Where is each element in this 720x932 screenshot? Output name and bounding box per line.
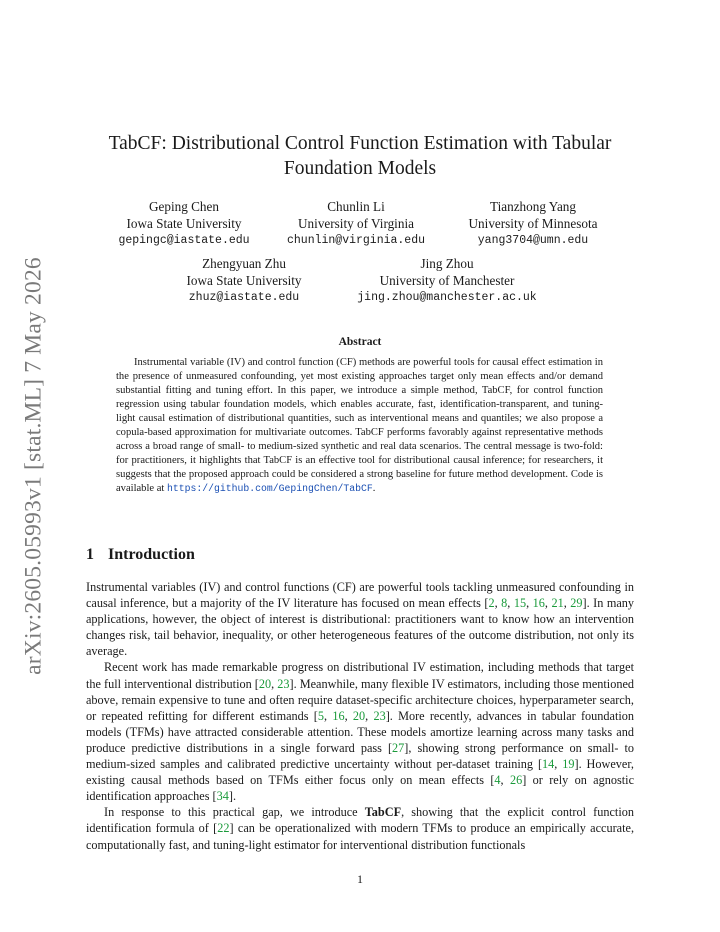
author-block bbox=[347, 255, 547, 306]
section-title: Introduction bbox=[108, 546, 195, 563]
intro-text: In response to this practical gap, we introduce bbox=[104, 805, 365, 820]
citation-link[interactable]: 16 bbox=[532, 596, 545, 611]
section-number: 1 bbox=[86, 546, 94, 563]
intro-text: , bbox=[365, 708, 374, 723]
intro-text: , bbox=[554, 757, 563, 772]
intro-text: ] can be operationalized with modern TFMs to produce an empirically accurate, computationally fast, and tuning-light estimator for interventional distribution functionals bbox=[86, 821, 635, 852]
citation-link[interactable]: 4 bbox=[494, 773, 501, 788]
intro-text: , bbox=[544, 596, 552, 611]
citation-link[interactable]: 14 bbox=[542, 757, 555, 772]
intro-text: ]. More recently, advances in tabular foundation models (TFMs) have attracted considerable attention. These models amortize learning across many tasks and produce predictive distributions in a single forward pass [ bbox=[86, 708, 635, 755]
intro-text: , bbox=[500, 773, 510, 788]
section-heading bbox=[86, 546, 195, 564]
intro-text: , bbox=[526, 596, 533, 611]
intro-text: , bbox=[507, 596, 514, 611]
intro-text: , bbox=[344, 708, 353, 723]
abstract-heading: Abstract bbox=[338, 336, 382, 348]
author-block bbox=[116, 198, 252, 249]
citation-link[interactable]: 2 bbox=[488, 596, 495, 611]
author-affiliation: University of Virginia bbox=[298, 216, 414, 231]
author-affiliation: Iowa State University bbox=[186, 273, 302, 288]
intro-text: , bbox=[563, 596, 571, 611]
intro-text: , bbox=[324, 708, 333, 723]
author-email[interactable]: zhuz@iastate.edu bbox=[188, 291, 300, 304]
citation-link[interactable]: 26 bbox=[509, 773, 523, 788]
citation-link[interactable]: 8 bbox=[501, 596, 508, 611]
author-block bbox=[283, 198, 429, 249]
author-name: Jing Zhou bbox=[420, 256, 474, 271]
author-name: Geping Chen bbox=[149, 199, 219, 214]
citation-link[interactable]: 27 bbox=[392, 740, 405, 755]
author-name: Tianzhong Yang bbox=[490, 199, 576, 214]
method-name: TabCF bbox=[364, 805, 402, 820]
citation-link[interactable]: 5 bbox=[317, 708, 325, 723]
intro-text: ]. Meanwhile, many flexible IV estimators, including those mentioned above, remain expensive to tune and often require dataset-specific architecture choices, hyperparameter search, or repeated refitting for different estimands [ bbox=[86, 676, 635, 723]
citation-link[interactable]: 21 bbox=[551, 596, 564, 611]
citation-link[interactable]: 29 bbox=[570, 596, 583, 611]
intro-text: ] or rely on agnostic identification approaches [ bbox=[86, 773, 635, 804]
author-email[interactable]: gepingc@iastate.edu bbox=[118, 234, 250, 247]
paper-title: TabCF: Distributional Control Function Estimation with Tabular Foundation Models bbox=[108, 133, 612, 179]
abstract-text bbox=[116, 356, 603, 496]
intro-text: ]. However, existing causal methods based on TFMs either focus only on mean effects [ bbox=[86, 757, 634, 788]
author-block bbox=[458, 198, 608, 249]
page-number: 1 bbox=[357, 872, 363, 886]
intro-text: , showing that the explicit control function identification formula of [ bbox=[86, 805, 634, 836]
code-repository-link[interactable]: https://github.com/GepingChen/TabCF bbox=[166, 483, 373, 495]
citation-link[interactable]: 15 bbox=[513, 596, 527, 611]
author-name: Chunlin Li bbox=[327, 199, 385, 214]
intro-text: ]. bbox=[228, 789, 237, 804]
intro-paragraph bbox=[86, 804, 634, 852]
intro-paragraph bbox=[86, 659, 634, 804]
citation-link[interactable]: 22 bbox=[217, 821, 230, 836]
author-affiliation: Iowa State University bbox=[126, 216, 242, 231]
author-block bbox=[174, 255, 314, 306]
author-email[interactable]: jing.zhou@manchester.ac.uk bbox=[357, 291, 537, 304]
author-name: Zhengyuan Zhu bbox=[202, 256, 286, 271]
author-email[interactable]: yang3704@umn.edu bbox=[477, 234, 589, 247]
intro-text: ], showing strong performance on small- to medium-sized samples and calibrated predictive uncertainty without per-dataset training [ bbox=[86, 740, 634, 772]
intro-text: , bbox=[494, 596, 502, 611]
citation-link[interactable]: 16 bbox=[332, 708, 345, 723]
abstract-end: . bbox=[372, 483, 376, 495]
intro-text: , bbox=[271, 676, 278, 691]
intro-text: ]. In many applications, however, the object of interest is distributional: practitioners want to know how an intervention changes risk, tail behavior, inequality, or other heterogeneous features of the outcome distribution, not only its average. bbox=[86, 596, 635, 659]
intro-paragraph bbox=[86, 579, 634, 659]
author-email[interactable]: chunlin@virginia.edu bbox=[286, 234, 426, 247]
arxiv-identifier-stamp: arXiv:2605.05993v1 [stat.ML] 7 May 2026 bbox=[20, 257, 47, 675]
citation-link[interactable]: 23 bbox=[373, 708, 386, 723]
author-affiliation: University of Minnesota bbox=[468, 216, 598, 231]
author-affiliation: University of Manchester bbox=[379, 273, 515, 288]
abstract-body-text: Instrumental variable (IV) and control function (CF) methods are powerful tools for causal effect estimation in the presence of unmeasured confounding, yet most existing approaches target only mean effects and/or demand substantial fitting and tuning effort. In this paper, we introduce a simple method, TabCF, for control function regression using tabular foundation models, which enables accurate, fast, identification-transparent, and tuning-light causal estimation of distributional quantities, such as interventional means and quantiles; we also propose a copula-based approximation for multivariate outcomes. TabCF performs favorably against representative methods across a broad range of small- to medium-sized synthetic and real data scenarios. The central message is two-fold: for practitioners, it highlights that TabCF is an effective tool for distributional causal inference; for researchers, it suggests that the proposed approach could be considered a strong baseline for future method development. Code is available at bbox=[116, 357, 603, 495]
citation-link[interactable]: 20 bbox=[352, 708, 366, 723]
intro-text: Recent work has made remarkable progress on distributional IV estimation, including methods that target the full interventional distribution [ bbox=[86, 660, 634, 691]
intro-text: Instrumental variables (IV) and control functions (CF) are powerful tools tackling unmeasured confounding in causal inference, but a majority of the IV literature has focused on mean effects [ bbox=[86, 580, 634, 611]
citation-link[interactable]: 20 bbox=[258, 676, 272, 691]
citation-link[interactable]: 19 bbox=[562, 757, 575, 772]
citation-link[interactable]: 23 bbox=[277, 676, 290, 691]
introduction-body bbox=[86, 579, 634, 853]
citation-link[interactable]: 34 bbox=[216, 789, 229, 804]
